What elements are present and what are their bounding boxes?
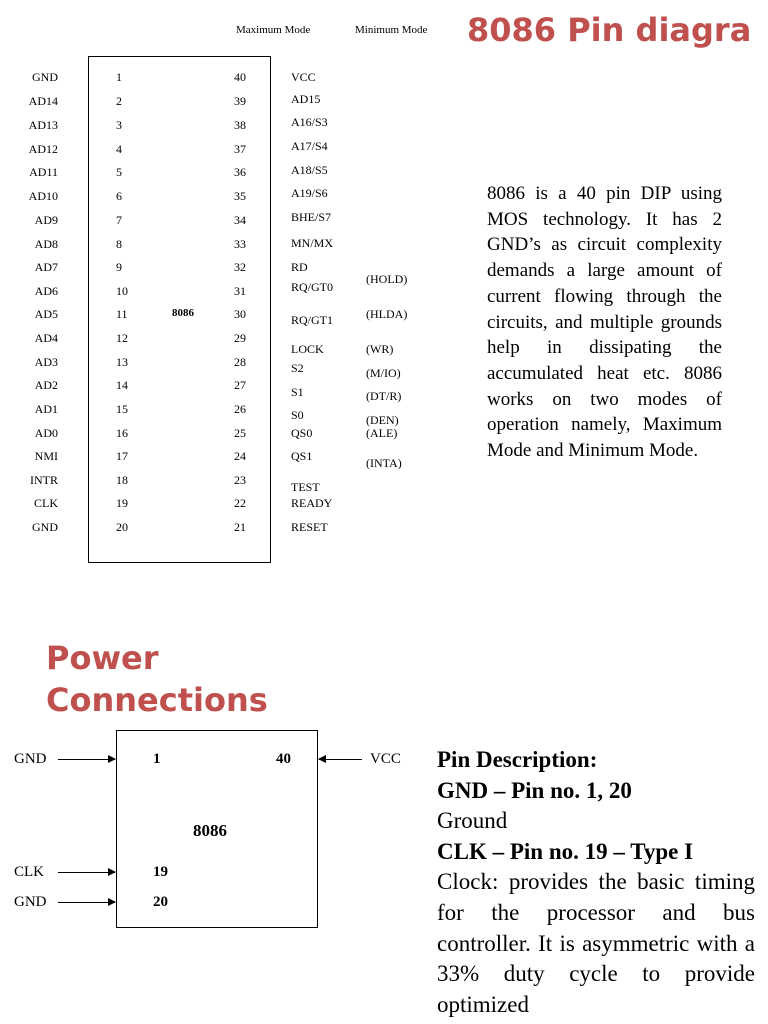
pin-name-left: AD1 bbox=[34, 402, 58, 416]
pin-description bbox=[437, 745, 755, 1020]
min-mode-name: (HLDA) bbox=[366, 307, 408, 321]
pin-name-left: AD11 bbox=[29, 165, 58, 179]
pin-number-left: 15 bbox=[116, 402, 128, 416]
pin-name-right: RESET bbox=[291, 520, 328, 534]
pin-name-right: BHE/S7 bbox=[291, 210, 332, 224]
pin-number-right: 31 bbox=[234, 284, 246, 298]
min-mode-name: (DT/R) bbox=[366, 389, 402, 403]
pin-name-left: AD2 bbox=[34, 378, 58, 392]
min-mode-name: (DEN) bbox=[366, 413, 399, 427]
pin-number-left: 14 bbox=[116, 378, 128, 392]
min-mode-name: (M/IO) bbox=[366, 366, 401, 380]
pin-name-left: GND bbox=[32, 70, 58, 84]
pin-number-right: 35 bbox=[234, 189, 246, 203]
pin-number-left: 17 bbox=[116, 449, 128, 463]
clk-heading: CLK – Pin no. 19 – Type I bbox=[437, 838, 694, 864]
pin-number-right: 26 bbox=[234, 402, 246, 416]
pin-name-right: A16/S3 bbox=[291, 115, 328, 129]
pin-name-left: AD12 bbox=[28, 142, 58, 156]
min-mode-name: (INTA) bbox=[366, 456, 402, 470]
pin-name-right: A17/S4 bbox=[291, 139, 328, 153]
power-clk-label: CLK bbox=[14, 864, 44, 880]
power-pin-number: 20 bbox=[153, 894, 168, 910]
pin-name-left: AD7 bbox=[34, 260, 58, 274]
pin-name-left: CLK bbox=[34, 496, 58, 510]
minimum-mode-header: Minimum Mode bbox=[355, 24, 428, 36]
pin-name-right: TEST bbox=[291, 480, 320, 494]
min-mode-name: (WR) bbox=[366, 342, 394, 356]
pin-number-right: 40 bbox=[234, 70, 246, 84]
right-arrow-icon bbox=[58, 759, 115, 760]
pin-number-left: 9 bbox=[116, 260, 122, 274]
pin-name-right: AD15 bbox=[291, 92, 321, 106]
pin-number-right: 21 bbox=[234, 520, 246, 534]
pin-number-left: 11 bbox=[116, 307, 128, 321]
pin-name-right: S0 bbox=[291, 408, 304, 422]
pin-number-right: 38 bbox=[234, 118, 246, 132]
right-arrow-icon bbox=[58, 872, 115, 873]
right-arrow-icon bbox=[58, 902, 115, 903]
pin-number-right: 22 bbox=[234, 496, 246, 510]
pin-number-right: 30 bbox=[234, 307, 246, 321]
pin-name-right: QS1 bbox=[291, 449, 313, 463]
pin-number-right: 39 bbox=[234, 94, 246, 108]
power-heading-line1: Power bbox=[46, 639, 159, 677]
pin-number-right: 33 bbox=[234, 237, 246, 251]
power-chip-label: 8086 bbox=[193, 821, 227, 840]
maximum-mode-header: Maximum Mode bbox=[236, 24, 311, 36]
pin-name-right: MN/MX bbox=[291, 236, 334, 250]
pin-number-left: 18 bbox=[116, 473, 128, 487]
pin-name-right: LOCK bbox=[291, 342, 324, 356]
pin-name-right: A19/S6 bbox=[291, 186, 328, 200]
pin-number-left: 3 bbox=[116, 118, 122, 132]
pin-name-left: AD3 bbox=[34, 355, 58, 369]
pin-name-right: S1 bbox=[291, 385, 304, 399]
power-gnd-label: GND bbox=[14, 894, 47, 910]
pin-number-left: 12 bbox=[116, 331, 128, 345]
pin-number-left: 7 bbox=[116, 213, 122, 227]
pin-name-right: RD bbox=[291, 260, 308, 274]
pin-number-right: 28 bbox=[234, 355, 246, 369]
pin-name-left: NMI bbox=[34, 449, 58, 463]
pin-number-right: 36 bbox=[234, 165, 246, 179]
pin-number-left: 16 bbox=[116, 426, 128, 440]
pin-number-left: 19 bbox=[116, 496, 128, 510]
pin-name-left: AD5 bbox=[34, 307, 58, 321]
left-arrow-icon bbox=[319, 759, 362, 760]
page-title: 8086 Pin diagra bbox=[467, 11, 752, 49]
pin-number-right: 23 bbox=[234, 473, 246, 487]
pin-name-left: AD13 bbox=[28, 118, 58, 132]
pin-number-left: 5 bbox=[116, 165, 122, 179]
min-mode-name: (ALE) bbox=[366, 426, 398, 440]
pin-name-right: S2 bbox=[291, 361, 304, 375]
pin-number-right: 34 bbox=[234, 213, 246, 227]
pin-name-left: AD9 bbox=[34, 213, 58, 227]
pin-number-right: 32 bbox=[234, 260, 246, 274]
gnd-text: Ground bbox=[437, 808, 508, 834]
pin-number-left: 6 bbox=[116, 189, 122, 203]
pin-number-right: 25 bbox=[234, 426, 246, 440]
power-pin-number: 40 bbox=[276, 751, 291, 767]
pin-name-left: AD8 bbox=[34, 237, 58, 251]
pin-name-left: INTR bbox=[30, 473, 58, 487]
pin-name-right: VCC bbox=[291, 70, 316, 84]
pin-number-right: 37 bbox=[234, 142, 246, 156]
pin-name-left: AD0 bbox=[34, 426, 58, 440]
gnd-heading: GND – Pin no. 1, 20 bbox=[437, 777, 632, 803]
pin-name-left: GND bbox=[32, 520, 58, 534]
pin-name-right: RQ/GT1 bbox=[291, 313, 333, 327]
pin-description-heading: Pin Description: bbox=[437, 747, 598, 772]
pin-number-left: 4 bbox=[116, 142, 122, 156]
power-gnd-label: GND bbox=[14, 751, 47, 767]
pin-number-left: 13 bbox=[116, 355, 128, 369]
pin-number-left: 10 bbox=[116, 284, 128, 298]
power-pin-number: 19 bbox=[153, 864, 168, 880]
clk-text: Clock: provides the basic timing for the processor and bus controller. It is asymmetric with a 33% duty cycle to provide optimized bbox=[437, 869, 755, 1017]
pin-number-right: 27 bbox=[234, 378, 246, 392]
power-pin-number: 1 bbox=[153, 751, 161, 767]
pin-name-left: AD4 bbox=[34, 331, 58, 345]
pin-name-left: AD14 bbox=[28, 94, 58, 108]
pin-number-right: 24 bbox=[234, 449, 246, 463]
pin-name-right: RQ/GT0 bbox=[291, 280, 333, 294]
pin-number-left: 8 bbox=[116, 237, 122, 251]
power-vcc-label: VCC bbox=[370, 751, 401, 767]
pin-name-left: AD10 bbox=[28, 189, 58, 203]
pin-name-right: READY bbox=[291, 496, 333, 510]
power-heading-line2: Connections bbox=[46, 681, 268, 719]
pin-number-left: 1 bbox=[116, 70, 122, 84]
pin-name-left: AD6 bbox=[34, 284, 58, 298]
description-paragraph: 8086 is a 40 pin DIP using MOS technology. It has 2 GND’s as circuit complexity demands a large amount of current flowing through the circuits, and multiple grounds help in dissipating the accumulated heat etc. 8086 works on two modes of operation namely, Maximum Mode and Minimum Mode. bbox=[487, 183, 722, 462]
chip-label: 8086 bbox=[172, 307, 194, 319]
pin-number-left: 20 bbox=[116, 520, 128, 534]
pin-name-right: A18/S5 bbox=[291, 163, 328, 177]
min-mode-name: (HOLD) bbox=[366, 272, 408, 286]
pin-name-right: QS0 bbox=[291, 426, 313, 440]
pin-number-right: 29 bbox=[234, 331, 246, 345]
pin-number-left: 2 bbox=[116, 94, 122, 108]
